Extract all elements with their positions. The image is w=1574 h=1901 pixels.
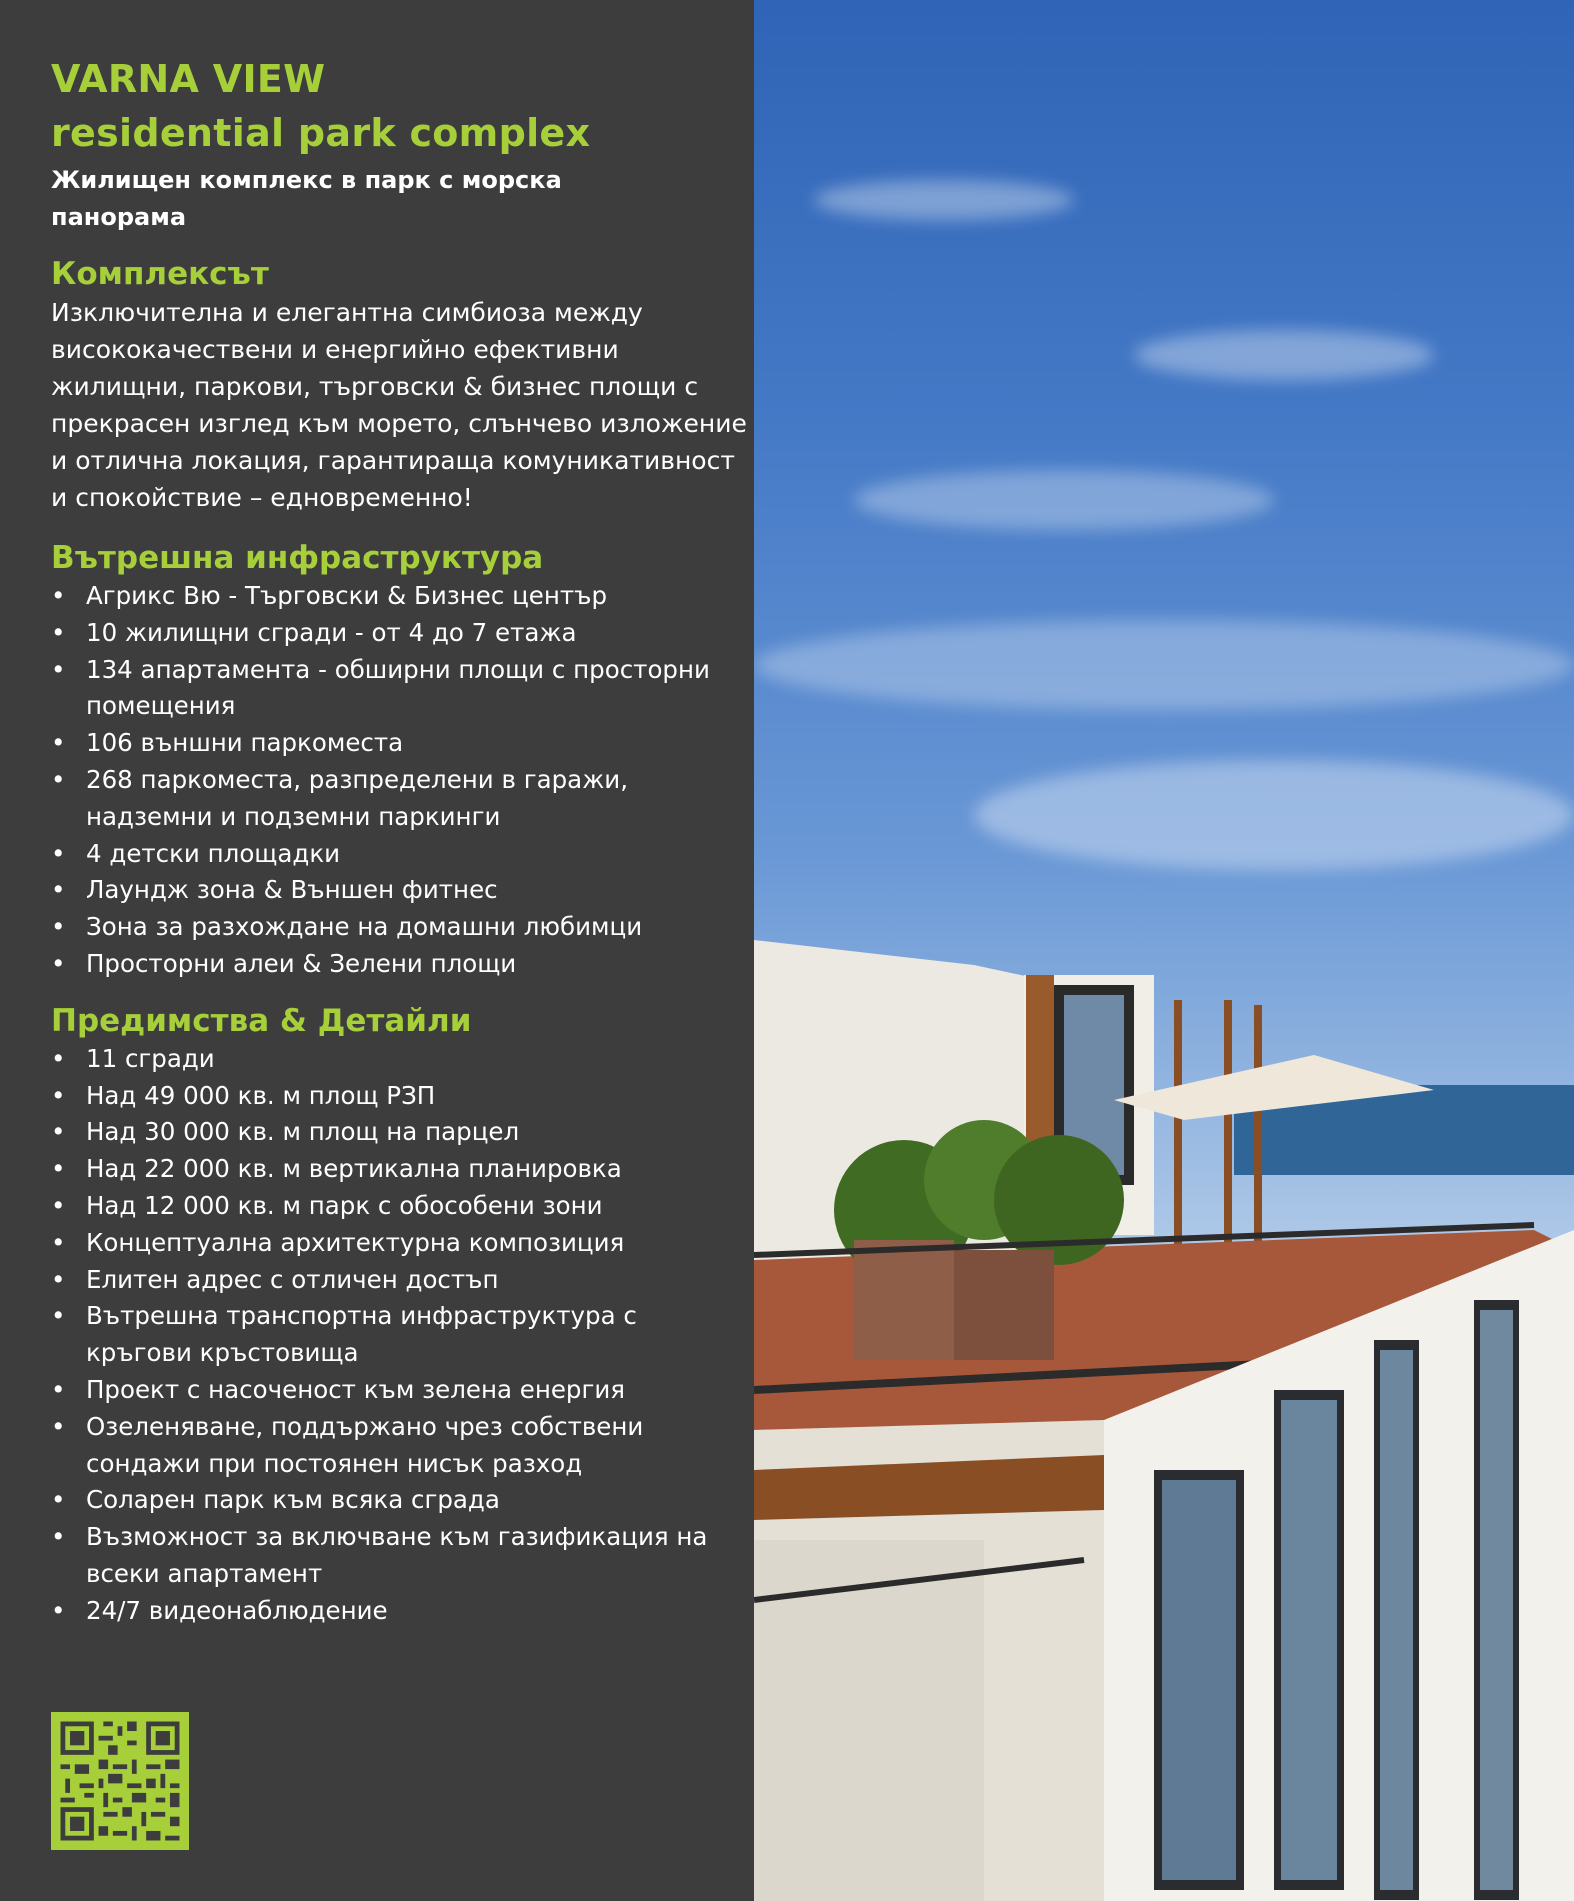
info-panel xyxy=(0,0,754,1901)
infrastructure-item: • 10 жилищни сгради - от 4 до 7 етажа xyxy=(51,615,731,652)
complex-heading: Комплексът xyxy=(51,256,269,292)
infrastructure-item: • Зона за разхождане на домашни любимци xyxy=(51,909,731,946)
building-illustration xyxy=(754,0,1574,1901)
building-photo xyxy=(754,0,1574,1901)
advantage-item: • Проект с насоченост към зелена енергия xyxy=(51,1372,731,1409)
infrastructure-item: • Просторни алеи & Зелени площи xyxy=(51,946,731,983)
advantage-item: • Над 22 000 кв. м вертикална планировка xyxy=(51,1151,731,1188)
project-subtitle-bg: Жилищен комплекс в парк с морска панорама xyxy=(51,166,562,231)
advantage-item: • Озеленяване, поддържано чрез собствени сондажи при постоянен нисък разход xyxy=(51,1409,731,1483)
infrastructure-list xyxy=(51,578,731,983)
advantage-item: • Над 30 000 кв. м площ на парцел xyxy=(51,1114,731,1151)
advantage-item: • Вътрешна транспортна инфраструктура с кръгови кръстовища xyxy=(51,1298,731,1372)
infrastructure-item: • 268 паркоместа, разпределени в гаражи, надземни и подземни паркинги xyxy=(51,762,731,836)
infrastructure-item: • 4 детски площадки xyxy=(51,836,731,873)
advantage-item: • 24/7 видеонаблюдение xyxy=(51,1593,731,1630)
infrastructure-item: • 134 апартамента - обширни площи с просторни помещения xyxy=(51,652,731,726)
advantage-item: • 11 сгради xyxy=(51,1041,731,1078)
advantage-item: • Възможност за включване към газификация на всеки апартамент xyxy=(51,1519,731,1593)
advantage-item: • Елитен адрес с отличен достъп xyxy=(51,1262,731,1299)
infrastructure-item: • Лаундж зона & Външен фитнес xyxy=(51,872,731,909)
complex-description: Изключителна и елегантна симбиоза между висококачествени и енергийно ефективни жилищни, паркови, търговски & бизнес площи с прекрасен изглед към морето, слънчево изложение и отлична локация, гарантираща комуникативност и спокойствие – едновременно! xyxy=(51,298,747,512)
advantages-list xyxy=(51,1041,731,1630)
advantage-item: • Соларен парк към всяка сграда xyxy=(51,1482,731,1519)
advantage-item: • Над 12 000 кв. м парк с обособени зони xyxy=(51,1188,731,1225)
infrastructure-item: • Агрикс Вю - Търговски & Бизнес център xyxy=(51,578,731,615)
advantage-item: • Концептуална архитектурна композиция xyxy=(51,1225,731,1262)
project-title: VARNA VIEW xyxy=(51,57,326,101)
advantage-item: • Над 49 000 кв. м площ РЗП xyxy=(51,1078,731,1115)
infrastructure-item: • 106 външни паркоместа xyxy=(51,725,731,762)
infrastructure-heading: Вътрешна инфраструктура xyxy=(51,540,544,576)
qr-code-icon[interactable] xyxy=(51,1712,189,1850)
qr-code-graphic xyxy=(51,1712,189,1850)
project-subtitle-en: residential park complex xyxy=(51,111,591,155)
advantages-heading: Предимства & Детайли xyxy=(51,1002,472,1039)
info-content xyxy=(51,52,747,1630)
